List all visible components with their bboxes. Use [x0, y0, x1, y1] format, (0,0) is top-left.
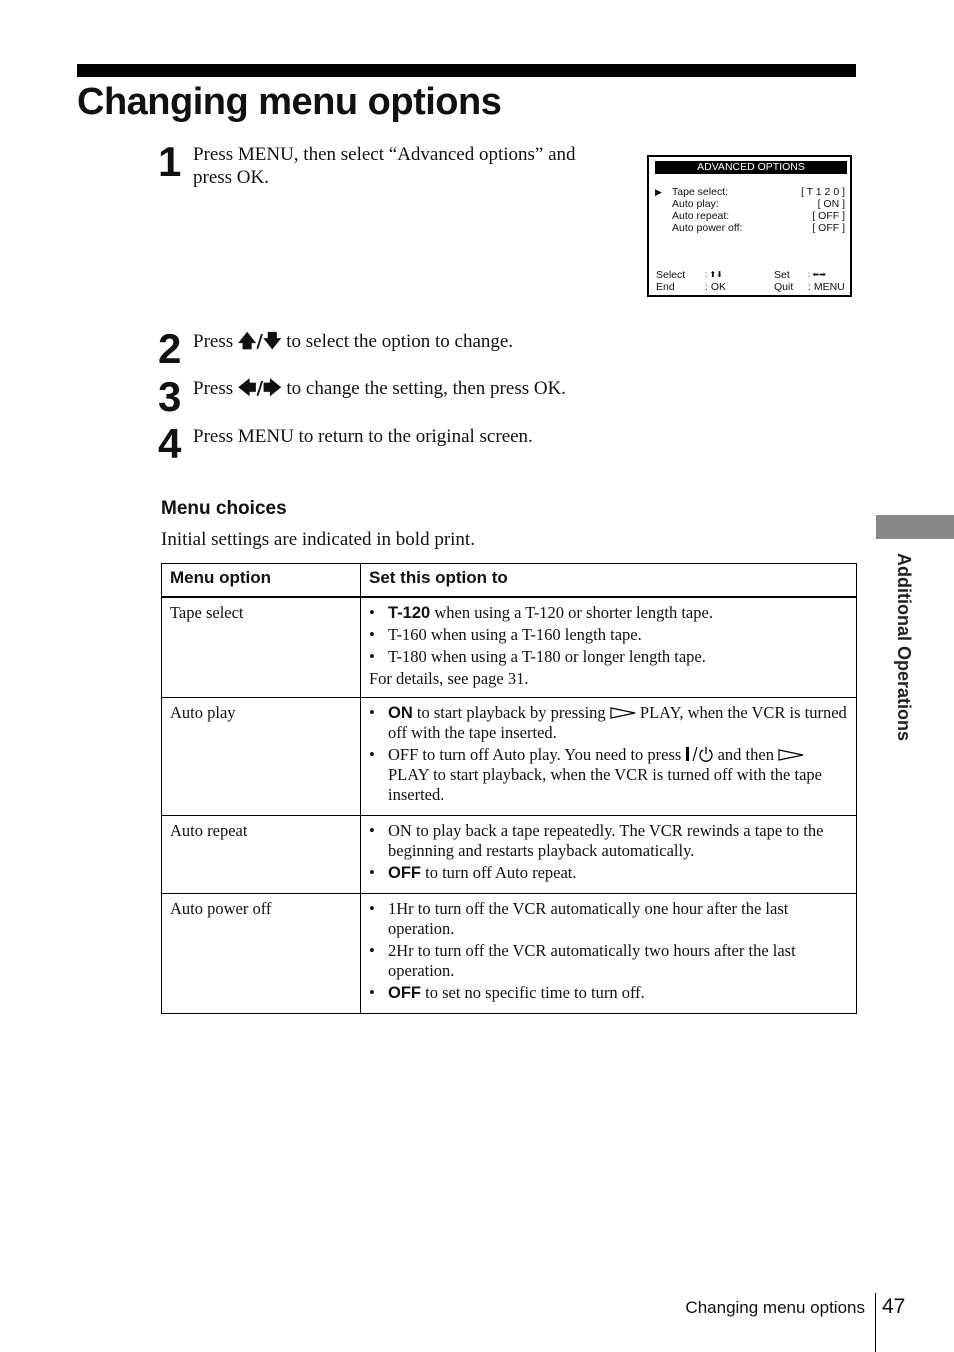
left-right-arrow-icon: 🡄/🡆 — [237, 378, 282, 399]
item-text: to set no specific time to turn off. — [421, 982, 645, 1002]
osd-footer-right — [774, 269, 793, 293]
step-3-number: 3 — [158, 373, 181, 420]
list-item — [369, 745, 848, 805]
step-4-text: Press MENU to return to the original screen. — [193, 426, 533, 447]
list-item — [369, 625, 848, 645]
option-name-tape-select: Tape select — [162, 597, 361, 698]
default-value: OFF — [388, 863, 421, 882]
option-settings-tape-select — [361, 597, 857, 698]
list-item — [369, 647, 848, 667]
osd-quit-value: : MENU — [808, 281, 845, 293]
section-tab — [876, 515, 954, 539]
step-3-post: to change the setting, then press OK. — [286, 378, 567, 399]
footer-label: Changing menu options — [685, 1298, 865, 1317]
table-row — [162, 815, 857, 893]
osd-select-label: Select — [656, 269, 686, 281]
item-text: T-180 when using a T-180 or longer length tape. — [388, 646, 706, 666]
osd-value: [ T 1 2 0 ] — [801, 186, 845, 198]
osd-value: [ OFF ] — [812, 210, 845, 222]
osd-value: [ OFF ] — [812, 222, 845, 234]
tape-select-note: For details, see page 31. — [369, 668, 529, 688]
osd-label: Auto repeat: — [672, 210, 730, 222]
item-text: 1Hr to turn off the VCR automatically one hour after the last operation. — [388, 898, 789, 938]
advanced-options-screen — [647, 155, 852, 297]
page-title: Changing menu options — [77, 81, 502, 123]
column-header-option: Menu option — [162, 564, 361, 597]
table-row — [162, 597, 857, 698]
step-1-number: 1 — [158, 138, 181, 185]
list-item — [369, 603, 848, 623]
menu-choices-intro: Initial settings are indicated in bold print. — [161, 529, 475, 550]
section-side-label: Additional Operations — [894, 553, 914, 742]
osd-label: Auto play: — [672, 198, 719, 210]
step-2-pre: Press — [193, 331, 234, 352]
up-down-arrow-icon: 🡅/🡇 — [237, 331, 282, 352]
osd-title: ADVANCED OPTIONS — [655, 161, 847, 174]
step-2-post: to select the option to change. — [286, 331, 514, 352]
osd-row-auto-play — [655, 198, 845, 210]
list-item — [369, 941, 848, 981]
table-header-row — [162, 564, 857, 597]
page-number: 47 — [882, 1295, 906, 1318]
osd-label: Auto power off: — [672, 222, 743, 234]
osd-footer-left-values — [705, 269, 726, 293]
osd-value: [ ON ] — [817, 198, 845, 210]
osd-end-value: : OK — [705, 281, 727, 293]
top-rule — [77, 64, 856, 77]
osd-label: Tape select: — [672, 186, 729, 198]
option-settings-auto-play — [361, 697, 857, 815]
step-3-text — [193, 377, 566, 400]
footer-divider — [875, 1293, 876, 1352]
step-3-pre: Press — [193, 378, 234, 399]
column-header-setting: Set this option to — [361, 564, 857, 597]
step-4-number: 4 — [158, 420, 181, 467]
default-value: ON — [388, 703, 413, 722]
option-settings-auto-power-off — [361, 893, 857, 1013]
osd-footer-left — [656, 269, 685, 293]
menu-choices-heading: Menu choices — [161, 498, 287, 519]
step-1-text: Press MENU, then select “Advanced options” and press OK. — [193, 144, 576, 188]
item-text: OFF to turn off Auto play. You need to press — [388, 744, 686, 764]
option-name-auto-power-off: Auto power off — [162, 893, 361, 1013]
power-icon — [685, 746, 713, 762]
default-value: OFF — [388, 983, 421, 1002]
list-item — [369, 821, 848, 861]
step-2-number: 2 — [158, 325, 181, 372]
list-item — [369, 899, 848, 939]
table-row — [162, 697, 857, 815]
osd-end-label: End — [656, 281, 675, 293]
item-text: when using a T-120 or shorter length tape. — [430, 602, 713, 622]
item-text: ON to play back a tape repeatedly. The VCR rewinds a tape to the beginning and restarts playback automatically. — [388, 820, 824, 860]
step-2-text — [193, 330, 513, 353]
osd-row-tape-select — [655, 186, 845, 198]
option-name-auto-play: Auto play — [162, 697, 361, 815]
osd-select-value: : ⬆⬇ — [705, 270, 723, 279]
item-text: to turn off Auto repeat. — [421, 862, 577, 882]
item-text: T-160 when using a T-160 length tape. — [388, 624, 642, 644]
default-value: T-120 — [388, 603, 431, 622]
item-text: PLAY, when the VCR is turned off with the tape inserted. — [388, 702, 847, 742]
list-item — [369, 703, 848, 743]
option-name-auto-repeat: Auto repeat — [162, 815, 361, 893]
osd-set-value: : ⬅➡ — [808, 270, 826, 279]
osd-quit-label: Quit — [774, 281, 794, 293]
option-settings-auto-repeat — [361, 815, 857, 893]
list-item — [369, 983, 848, 1003]
osd-row-auto-repeat — [655, 210, 845, 222]
play-icon — [778, 746, 804, 758]
item-text: and then — [713, 744, 779, 764]
play-icon — [610, 704, 636, 716]
table-row — [162, 893, 857, 1013]
item-text: PLAY to start playback, when the VCR is turned off with the tape inserted. — [388, 764, 822, 804]
osd-row-auto-power-off — [655, 222, 845, 234]
item-text: 2Hr to turn off the VCR automatically two hours after the last operation. — [388, 940, 796, 980]
cursor-icon: ▶ — [655, 187, 662, 197]
item-text: to start playback by pressing — [412, 702, 610, 722]
menu-choices-table — [161, 563, 857, 1014]
list-item — [369, 863, 848, 883]
osd-footer-right-values — [808, 269, 845, 293]
osd-set-label: Set — [774, 269, 790, 281]
